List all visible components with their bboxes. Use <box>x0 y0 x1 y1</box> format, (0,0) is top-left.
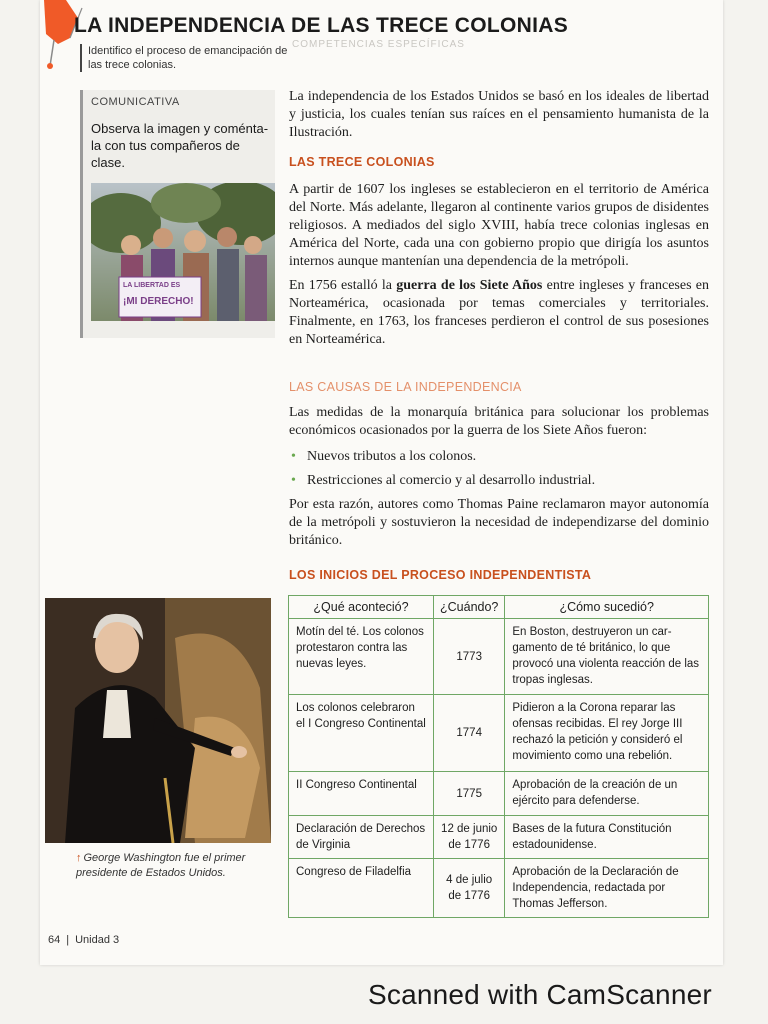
table-cell: En Boston, destruyeron un cargamento de té británico, lo que provocó una violenta reacción de las tropas inglesas. <box>505 619 709 695</box>
text-run: En 1756 estalló la <box>289 278 397 293</box>
activity-label: COMUNICATIVA <box>91 96 180 108</box>
bleed-through-text: COMPETENCIAS ESPECÍFICAS <box>292 39 465 50</box>
caption-text: George Washington fue el primer presidente de Estados Unidos. <box>76 852 246 879</box>
scanner-watermark: Scanned with CamScanner <box>368 979 712 1010</box>
causes-list <box>289 448 709 490</box>
table-cell: 1773 <box>434 619 505 695</box>
table-row <box>289 859 709 918</box>
george-washington-portrait <box>45 598 271 843</box>
list-item: • Restricciones al comercio y al desarrollo industrial. <box>289 472 709 490</box>
bold-term: guerra de los Siete Años <box>396 278 543 293</box>
table-cell: Pidieron a la Corona reparar las ofensas recibidas. El rey Jorge III rechazó la petición y consideró el movimiento como una rebelión. <box>505 695 709 772</box>
page-title: LA INDEPENDENCIA DE LAS TRECE COLONIAS <box>74 14 569 37</box>
table-cell: Motín del té. Los colonos protestaron contra las nuevas leyes. <box>289 619 434 695</box>
table-cell: Aprobación de la Declaración de Independencia, redactada por Thomas Jefferson. <box>505 859 709 918</box>
paragraph <box>289 277 709 349</box>
list-item: • Nuevos tributos a los colonos. <box>289 448 709 466</box>
communicative-activity-box <box>80 90 275 338</box>
table-cell: Congreso de Filadelfia <box>289 859 434 918</box>
column-header: ¿Cuándo? <box>434 596 505 619</box>
page-number: 64 <box>48 934 61 946</box>
table-header-row <box>289 596 709 619</box>
table-cell: Aprobación de la creación de un ejército para defenderse. <box>505 772 709 816</box>
intro-paragraph-block <box>289 88 709 142</box>
table-cell: Bases de la futura Constitución estadounidense. <box>505 816 709 859</box>
table-row <box>289 695 709 772</box>
column-header: ¿Qué aconteció? <box>289 596 434 619</box>
footer-separator: | <box>66 934 70 946</box>
portrait-caption <box>76 851 276 881</box>
section-heading: LOS INICIOS DEL PROCESO INDEPENDENTISTA <box>289 568 592 582</box>
table-cell: II Congreso Continental <box>289 772 434 816</box>
table-cell: Los colonos celebraron el I Congreso Continental <box>289 695 434 772</box>
protest-sign-text-1: LA LIBERTAD ES <box>123 282 181 289</box>
section-beginnings <box>289 568 709 582</box>
paragraph: A partir de 1607 los ingleses se establecieron en el territorio de América del Norte. Más adelante, llegaron al continente varios grupos de disidentes religiosos. A mediados del siglo XVIII, había trece colonias inglesas en América del Norte, cada una con gobierno propio que dirigía los asuntos internos aunque mantenían una dependencia de la metrópoli. <box>289 182 709 269</box>
section-thirteen-colonies <box>289 155 709 349</box>
table-cell: 12 de junio de 1776 <box>434 816 505 859</box>
section-causes <box>289 380 709 550</box>
table-cell: 4 de julio de 1776 <box>434 859 505 918</box>
caption-arrow-icon: ↑ <box>76 852 82 864</box>
unit-label: Unidad 3 <box>75 934 120 946</box>
activity-instruction: Observa la imagen y coméntala con tus compañeros de clase. <box>91 121 269 170</box>
text-run: entre ingleses y franceses en Norteamérica, ocasionada por temas comerciales y territoriales. Finalmente, en 1763, los franceses perdieron el control de sus posesiones en Norteamérica. <box>289 278 710 347</box>
section-heading: LAS CAUSAS DE LA INDEPENDENCIA <box>289 380 522 394</box>
table-row <box>289 772 709 816</box>
intro-paragraph: La independencia de los Estados Unidos se basó en los ideales de libertad y justicia, los cuales tenían sus raíces en el pensamiento humanista de la Ilustración. <box>289 89 709 140</box>
table-row <box>289 816 709 859</box>
table-row <box>289 619 709 695</box>
learning-objective: Identifico el proceso de emancipación de las trece colonias. <box>80 44 288 72</box>
table-cell: 1775 <box>434 772 505 816</box>
table-cell: 1774 <box>434 695 505 772</box>
section-heading: LAS TRECE COLONIAS <box>289 155 435 169</box>
table-cell: Declaración de Derechos de Virginia <box>289 816 434 859</box>
paragraph: Por esta razón, autores como Thomas Paine reclamaron mayor autonomía de la metrópoli y sostuvieron la necesidad de independizarse del dominio británico. <box>289 497 709 548</box>
events-table <box>288 595 709 918</box>
paragraph: Las medidas de la monarquía británica para solucionar los problemas económicos ocasionados por la guerra de los Siete Años fueron: <box>289 405 709 438</box>
protest-sign-text-2: ¡MI DERECHO! <box>123 296 194 307</box>
column-header: ¿Cómo sucedió? <box>505 596 709 619</box>
page-footer <box>48 934 119 946</box>
